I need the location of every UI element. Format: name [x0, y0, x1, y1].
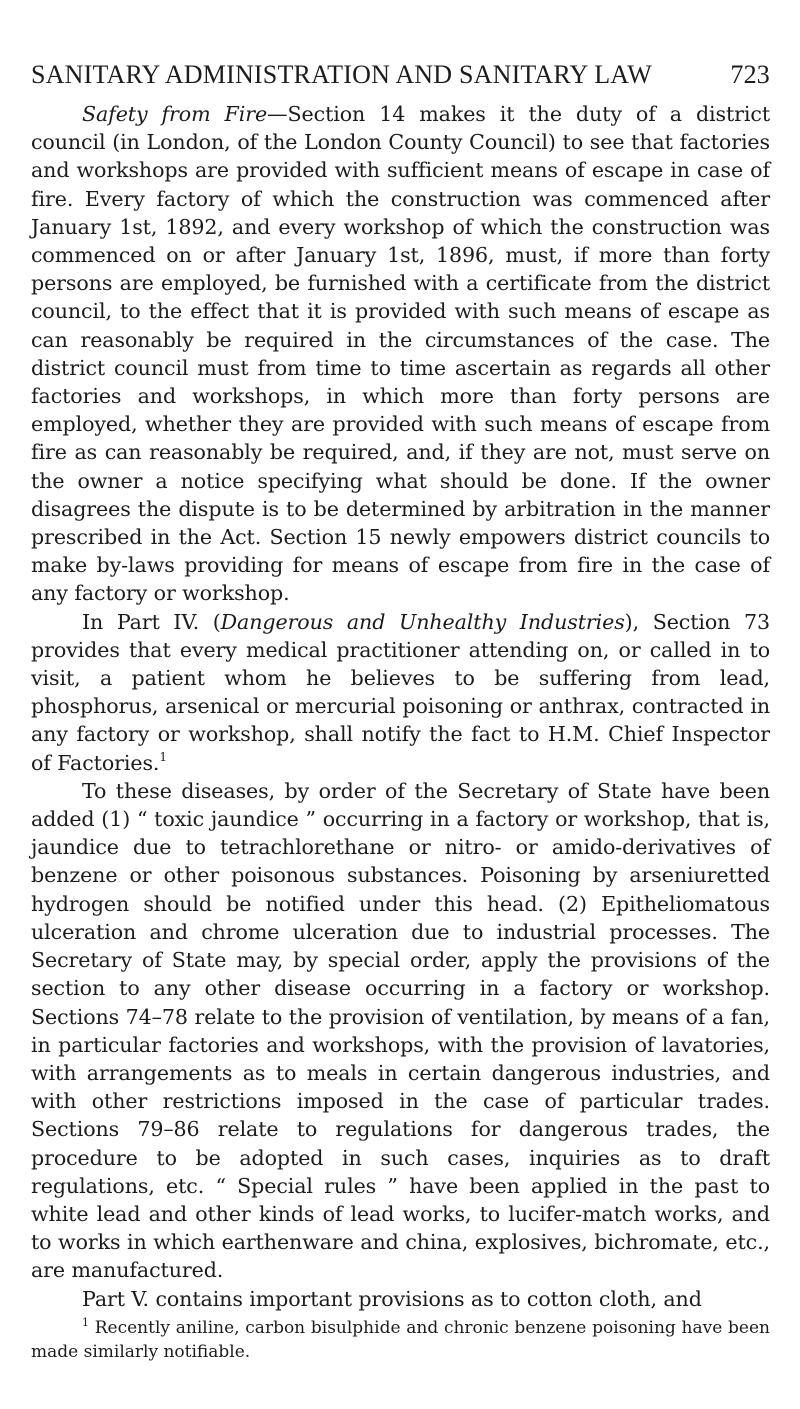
paragraph-notifiable-diseases: [31, 777, 770, 1285]
footnote-marker: 1: [82, 1315, 89, 1329]
page-number: 723: [730, 60, 770, 89]
paragraph-part-v: [31, 1285, 770, 1313]
paragraph-text: —Section 14 makes it the duty of a district council (in London, of the London County Council) to see that factories and workshops are provided with sufficient means of escape in case of fire. Every factory of which the construction was commenced after January 1st, 1892, and every workshop of which the construction was commenced on or after January 1st, 1896, must, if more than forty persons are employed, be furnished with a certificate from the district council, to the effect that it is provided with such means of escape as can reasonably be required in the circumstances of the case. The district council must from time to time ascertain as regards all other factories and workshops, in which more than forty persons are employed, whether they are provided with such means of escape from fire as can reasonably be required, and, if they are not, must serve on the owner a notice specifying what should be done. If the owner disagrees the dispute is to be determined by arbitration in the manner prescribed in the Act. Section 15 newly empowers district councils to make by-laws providing for means of escape from fire in the case of any factory or workshop.: [31, 102, 770, 606]
footnote-text: Recently aniline, carbon bisulphide and chronic benzene poisoning have been made similarly notifiable.: [31, 1317, 770, 1362]
paragraph-part-iv: [31, 608, 770, 777]
paragraph-text: Part V. contains important provisions as to cotton cloth, and: [82, 1286, 702, 1311]
running-head-title: SANITARY ADMINISTRATION AND SANITARY LAW: [31, 60, 652, 89]
running-head: [31, 60, 770, 90]
paragraph-lead: In Part IV. (: [82, 609, 221, 634]
part-iv-title: Dangerous and Unhealthy Industries: [220, 609, 625, 634]
footnote: [31, 1316, 770, 1364]
book-page: [31, 60, 770, 1364]
paragraph-text: To these diseases, by order of the Secretary of State have been added (1) “ toxic jaundice ” occurring in a factory or workshop, that is, jaundice due to tetrachlorethane or nitro- or amido-derivatives of benzene or other poisonous substances. Poisoning by arseniuretted hydrogen should be notified under this head. (2) Epitheliomatous ulceration and chrome ulceration due to industrial processes. The Secretary of State may, by special order, apply the provisions of the section to any other disease occurring in a factory or workshop. Sections 74–78 relate to the provision of ventilation, by means of a fan, in particular factories and workshops, with the provision of lavatories, with arrangements as to meals in certain dangerous industries, and with other restrictions imposed in the case of particular trades. Sections 79–86 relate to regulations for dangerous trades, the procedure to be adopted in such cases, inquiries as to draft regulations, etc. “ Special rules ” have been applied in the past to white lead and other kinds of lead works, to lucifer-match works, and to works in which earthenware and china, explosives, bichromate, etc., are manufactured.: [31, 778, 770, 1283]
section-heading-safety-from-fire: Safety from Fire: [82, 102, 268, 126]
paragraph-text: ), Section 73 provides that every medical practitioner attending on, or called in to visit, a patient whom he believes to be suffering from lead, phosphorus, arsenical or mercurial poisoning or anthrax, contracted in any factory or workshop, shall notify the fact to H.M. Chief Inspector of Factories.: [31, 609, 770, 775]
paragraph-safety-from-fire: [31, 100, 770, 608]
body-text: [31, 100, 770, 1313]
footnote-reference: 1: [159, 749, 167, 764]
